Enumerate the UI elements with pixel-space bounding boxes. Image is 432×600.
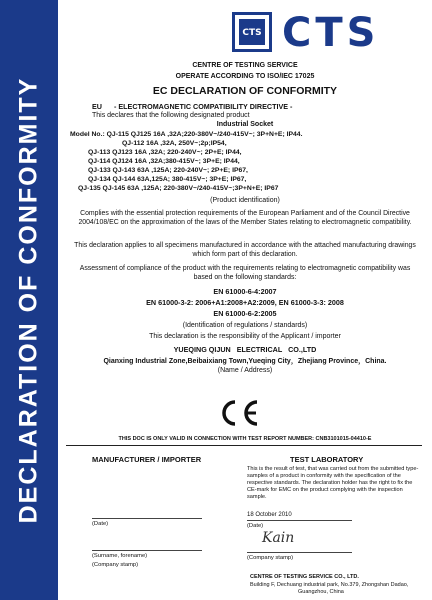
model-line: QJ-114 QJ124 16A ,32A;380-415V~; 3P+E; IP44,: [88, 158, 240, 165]
company-name: YUEQING QIJUN ELECTRICAL CO.,LTD: [173, 345, 317, 354]
ce-mark-icon: [217, 398, 261, 428]
footer-address-1: Building F, Dechuang industrial park, No.379, Zhongshan Dadao,: [250, 582, 409, 588]
validity-note: THIS DOC IS ONLY VALID IN CONNECTION WITH TEST REPORT NUMBER: CNB3101015-04410-E: [118, 436, 372, 442]
lab-stamp-label: (Company stamp): [247, 555, 294, 561]
lab-date-line: [247, 520, 352, 521]
standards-id-label: (Identification of regulations / standards): [182, 322, 308, 329]
model-line: QJ-113 QJ123 16A ,32A; 220-240V~; 2P+E; IP44,: [88, 149, 242, 156]
manufacturer-name-label: (Surname, forename): [92, 553, 148, 559]
manufacturer-date-label: (Date): [92, 521, 109, 527]
standard-line: EN 61000-3-2: 2006+A1:2008+A2:2009, EN 61000-3-3: 2008: [146, 298, 344, 307]
sidebar-banner: [0, 0, 58, 600]
model-line: QJ-134 QJ-144 63A,125A; 380-415V~; 3P+E; IP67,: [88, 176, 247, 183]
footer-name: CENTRE OF TESTING SERVICE CO., LTD.: [250, 574, 359, 580]
product-id-label: (Product identification): [210, 197, 280, 204]
lab-signature: Kain: [262, 530, 295, 546]
declares-text: This declares that the following designated product: [92, 112, 250, 119]
model-line: QJ-112 16A ,32A, 250V~;2p;IP54,: [122, 140, 227, 147]
directive: EU - ELECTROMAGNETIC COMPATIBILITY DIRECTIVE -: [92, 102, 293, 111]
compliance-text: Complies with the essential protection requirements of the European Parliament and of the Council Directive 2004/108/EC on the approximation of the laws of the Member States relating to electromagnetic compatibility.: [78, 210, 412, 226]
assessment-text: Assessment of compliance of the product with the requirements relating to electromagnetic compatibility was based on the following standards:: [79, 265, 411, 281]
responsibility-text: This declaration is the responsibility of the Applicant / importer: [149, 333, 341, 340]
manufacturer-stamp-label: (Company stamp): [92, 562, 139, 568]
model-list: [70, 130, 425, 193]
company-address: Qianxing Industrial Zone,Beibaixiang Town,Yueqing City，Zhejiang Province，China.: [103, 358, 387, 365]
lab-stamp-line: [247, 552, 352, 553]
name-line: [92, 550, 202, 551]
iso-standard: OPERATE ACCORDING TO ISO/IEC 17025: [175, 73, 315, 80]
lab-title: TEST LABORATORY: [290, 455, 364, 464]
brand-name: CTS: [282, 10, 380, 56]
product-name: Industrial Socket: [216, 121, 274, 128]
page-title: EC DECLARATION OF CONFORMITY: [152, 85, 338, 97]
lab-date-label: (Date): [247, 523, 264, 529]
address-label: (Name / Address): [217, 367, 273, 374]
model-line: QJ-135 QJ-145 63A ,125A; 220-380V~/240-415V~;3P+N+E; IP67: [78, 185, 279, 192]
logo-glyph: CTS: [242, 28, 262, 38]
service-name: CENTRE OF TESTING SERVICE: [192, 62, 298, 69]
divider: [66, 445, 422, 446]
standard-line: EN 61000-6-4:2007: [213, 287, 277, 296]
manufacturer-title: MANUFACTURER / IMPORTER: [92, 455, 202, 464]
model-line: QJ-133 QJ-143 63A ,125A; 220-240V~; 2P+E; IP67,: [88, 167, 248, 174]
date-line: [92, 518, 202, 519]
lab-text: This is the result of test, that was carried out from the submitted type-samples of a product in conformity with the specification of the respective standards. The declaration holder has the right to fix the CE-mark for EMC on the product complying with the inspection sample.: [247, 466, 419, 500]
sidebar-title: DECLARATION OF CONFORMITY: [14, 76, 43, 524]
lab-date: 18 October 2010: [247, 512, 292, 518]
cts-logo-icon: [232, 12, 272, 52]
model-line: Model No.: QJ-115 QJ125 16A ,32A;220-380V~/240-415V~; 3P+N+E; IP44.: [70, 131, 303, 138]
specimens-text: This declaration applies to all specimens manufactured in accordance with the attached manufacturing drawings which form part of this declaration.: [74, 242, 416, 258]
footer-address-2: Guangzhou, China: [298, 589, 344, 595]
standard-line: EN 61000-6-2:2005: [213, 309, 277, 318]
